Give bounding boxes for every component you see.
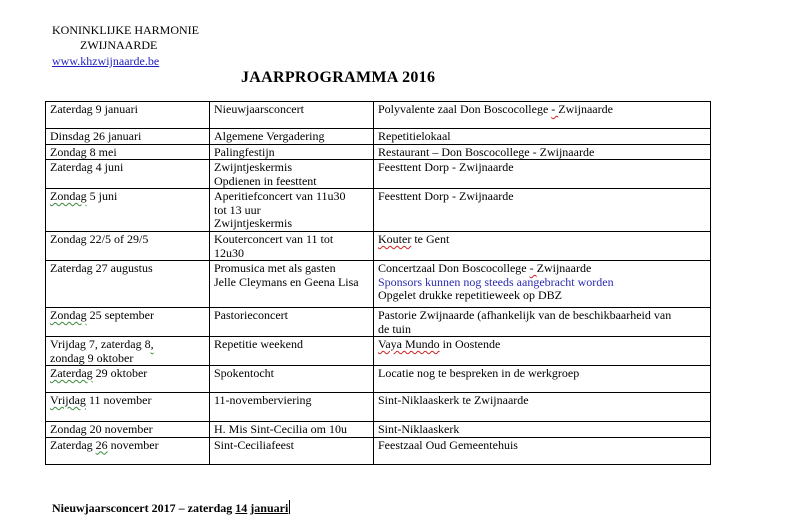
location-cell: Sint-Niklaaskerk te Zwijnaarde — [374, 393, 711, 422]
table-row — [46, 422, 711, 438]
table-row — [46, 308, 711, 337]
event-cell: H. Mis Sint-Cecilia om 10u — [210, 422, 374, 438]
event-cell: Kouterconcert van 11 tot 12u30 — [210, 232, 374, 261]
date-cell: Zondag 22/5 of 29/5 — [46, 232, 210, 261]
location-cell: Polyvalente zaal Don Boscocollege - Zwijnaarde — [374, 102, 711, 129]
date-cell: Vrijdag 7, zaterdag 8, zondag 9 oktober — [46, 337, 210, 366]
date-cell: Zondag 5 juni — [46, 189, 210, 232]
table-row — [46, 261, 711, 308]
event-cell: Pastorieconcert — [210, 308, 374, 337]
date-cell: Zaterdag 26 november — [46, 437, 210, 464]
location-cell: Pastorie Zwijnaarde (afhankelijk van de beschikbaarheid van de tuin — [374, 308, 711, 337]
document-title: JAARPROGRAMMA 2016 — [241, 69, 436, 86]
date-cell: Dinsdag 26 januari — [46, 129, 210, 145]
table-row — [46, 337, 711, 366]
table-row — [46, 437, 711, 464]
event-cell: Algemene Vergadering — [210, 129, 374, 145]
event-cell: Spokentocht — [210, 366, 374, 393]
event-cell: Repetitie weekend — [210, 337, 374, 366]
event-cell: Nieuwjaarsconcert — [210, 102, 374, 129]
location-cell: Feestzaal Oud Gemeentehuis — [374, 437, 711, 464]
location-cell: Restaurant – Don Boscocollege - Zwijnaarde — [374, 144, 711, 160]
table-row — [46, 366, 711, 393]
date-cell: Zondag 20 november — [46, 422, 210, 438]
date-cell: Zondag 8 mei — [46, 144, 210, 160]
event-cell: 11-novemberviering — [210, 393, 374, 422]
date-cell: Vrijdag 11 november — [46, 393, 210, 422]
org-name-line1: KONINKLIJKE HARMONIE — [52, 23, 199, 37]
event-cell: Palingfestijn — [210, 144, 374, 160]
location-cell: Concertzaal Don Boscocollege - Zwijnaarde Sponsors kunnen nog steeds aangebracht worden Opgelet drukke repetitieweek op DBZ — [374, 261, 711, 308]
event-cell: Sint-Ceciliafeest — [210, 437, 374, 464]
text-cursor — [289, 500, 290, 514]
location-cell: Vaya Mundo in Oostende — [374, 337, 711, 366]
table-row — [46, 160, 711, 189]
location-cell: Feesttent Dorp - Zwijnaarde — [374, 189, 711, 232]
date-cell: Zondag 25 september — [46, 308, 210, 337]
footer-note: Nieuwjaarsconcert 2017 – zaterdag 14 januari — [52, 501, 289, 515]
org-name-line2: ZWIJNAARDE — [80, 38, 158, 52]
date-cell: Zaterdag 29 oktober — [46, 366, 210, 393]
program-table — [45, 101, 711, 465]
location-cell: Feesttent Dorp - Zwijnaarde — [374, 160, 711, 189]
table-row — [46, 129, 711, 145]
date-cell: Zaterdag 4 juni — [46, 160, 210, 189]
table-row — [46, 102, 711, 129]
website-link[interactable]: www.khzwijnaarde.be — [52, 54, 160, 68]
event-cell: Aperitiefconcert van 11u30 tot 13 uur Zwijntjeskermis — [210, 189, 374, 232]
table-row — [46, 393, 711, 422]
table-row — [46, 189, 711, 232]
table-row — [46, 232, 711, 261]
location-cell: Repetitielokaal — [374, 129, 711, 145]
table-row — [46, 144, 711, 160]
date-cell: Zaterdag 27 augustus — [46, 261, 210, 308]
event-cell: Zwijntjeskermis Opdienen in feesttent — [210, 160, 374, 189]
date-cell: Zaterdag 9 januari — [46, 102, 210, 129]
location-cell: Sint-Niklaaskerk — [374, 422, 711, 438]
location-cell: Kouter te Gent — [374, 232, 711, 261]
location-cell: Locatie nog te bespreken in de werkgroep — [374, 366, 711, 393]
event-cell: Promusica met als gasten Jelle Cleymans en Geena Lisa — [210, 261, 374, 308]
